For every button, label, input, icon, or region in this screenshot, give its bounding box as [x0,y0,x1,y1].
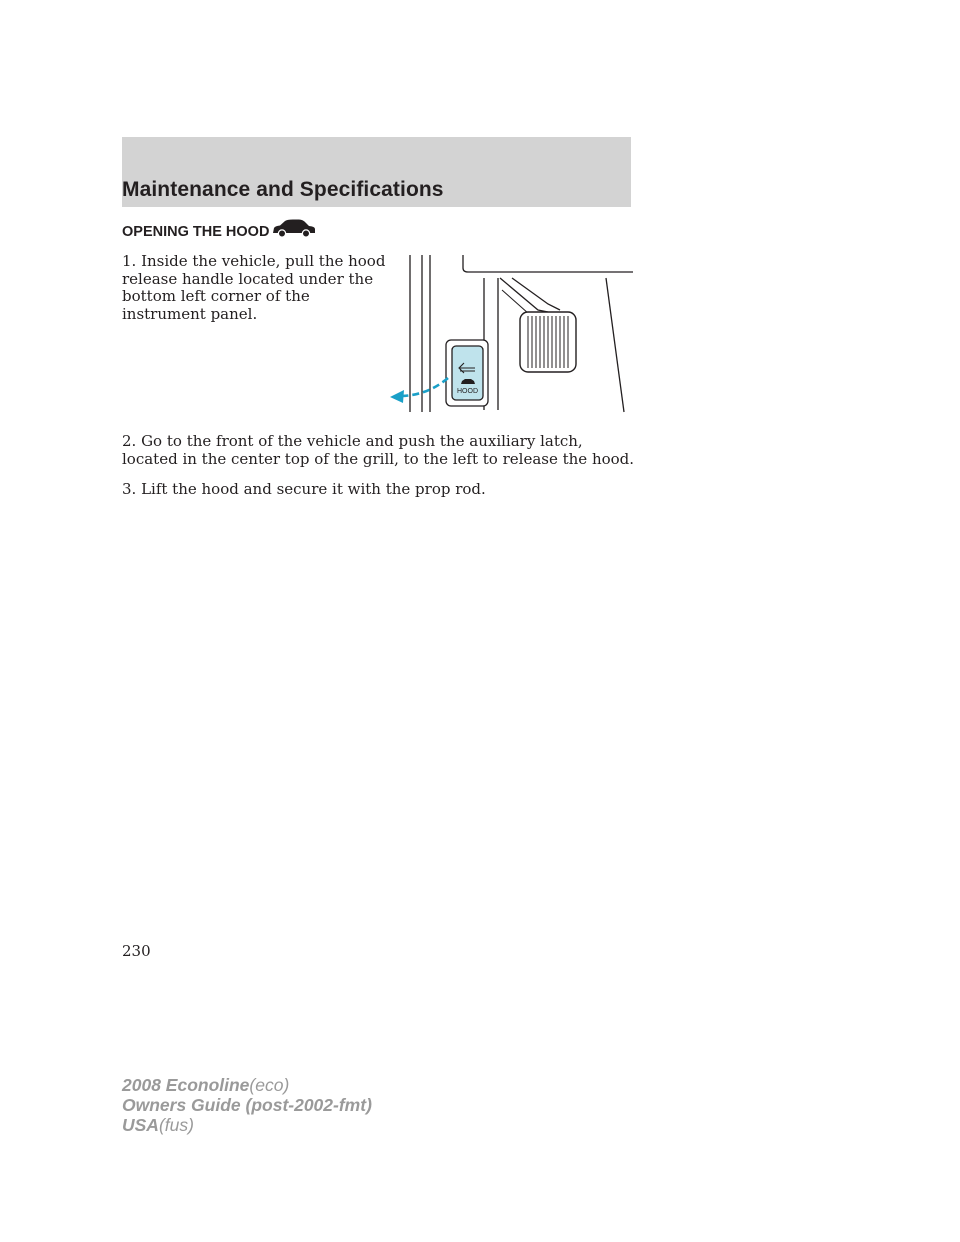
footer-model-code: (eco) [249,1075,290,1095]
step-3: 3. Lift the hood and secure it with the prop rod. [122,480,486,498]
page-number: 230 [122,942,151,960]
footer [122,1075,372,1135]
hood-release-illustration [388,250,638,419]
footer-market-code: (fus) [158,1115,194,1135]
step-2: 2. Go to the front of the vehicle and push the auxiliary latch, located in the center top of the grill, to the left to release the hood. [122,432,635,468]
section-heading [122,222,317,242]
page-title: Maintenance and Specifications [122,178,444,201]
step-1: 1. Inside the vehicle, pull the hood release handle located under the bottom left corner of the instrument panel. [122,252,386,323]
footer-guide: Owners Guide (post-2002-fmt) [122,1095,372,1115]
section-heading-text: OPENING THE HOOD [122,224,270,240]
car-icon [271,218,317,242]
footer-market: USA [122,1115,159,1135]
handle-label: HOOD [457,388,478,395]
footer-model: 2008 Econoline [122,1075,250,1095]
